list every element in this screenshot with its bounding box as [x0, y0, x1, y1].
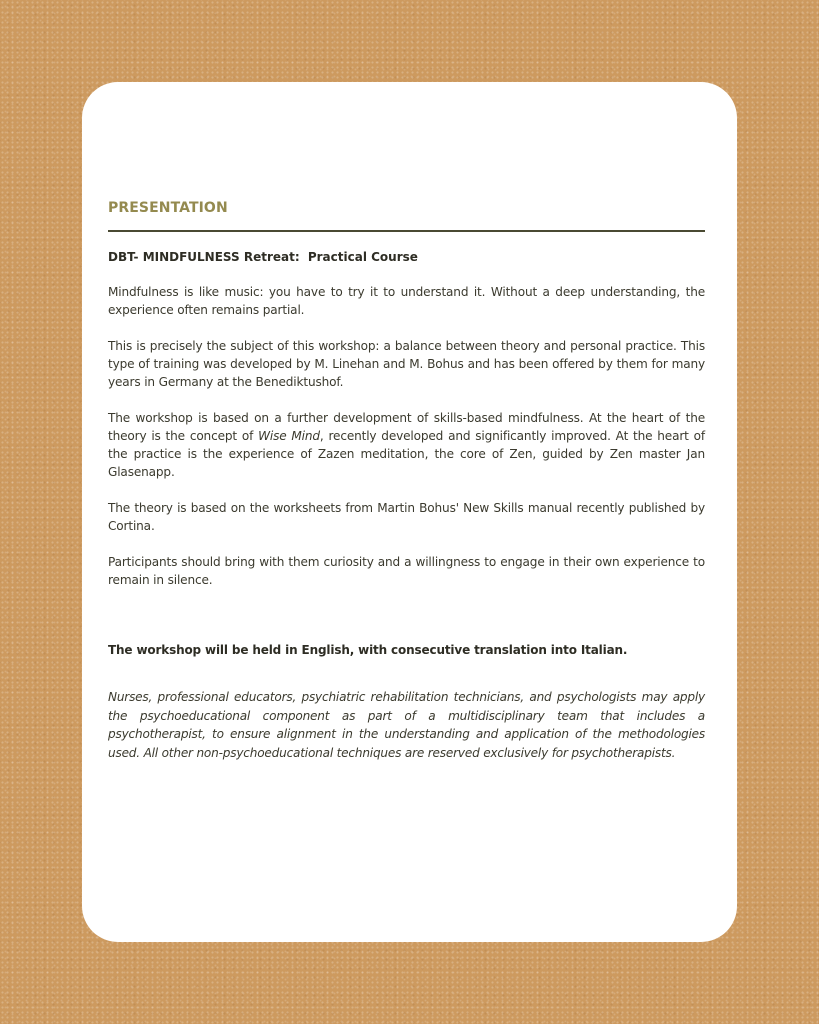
- section-title: PRESENTATION: [108, 200, 228, 216]
- paragraph-participants: Participants should bring with them curiosity and a willingness to engage in their own experience to remain in silence.: [108, 555, 705, 587]
- paragraph-skills: [108, 409, 705, 481]
- paragraph-skills-end: , recently developed and significantly improved. At the heart of the practice is the experience of Zazen meditation, the core of Zen, guided by Zen master Jan Glasenapp.: [108, 429, 705, 479]
- professional-disclaimer: Nurses, professional educators, psychiatric rehabilitation technicians, and psychologists may apply the psychoeducational component as part of a multidisciplinary team that includes a psychotherapist, to ensure alignment in the understanding and application of the methodologies used. All other non-psychoeducational techniques are reserved exclusively for psychotherapists.: [108, 690, 705, 760]
- course-subtitle: [108, 248, 705, 266]
- language-note: The workshop will be held in English, with consecutive translation into Italian.: [108, 643, 628, 657]
- paragraph-skills-start: The workshop is based on a further development of skills-based mindfulness. At the heart of the theory is the concept of: [108, 411, 705, 443]
- content-card: [82, 82, 737, 942]
- course-subtitle-value: Practical Course: [307, 250, 418, 264]
- title-divider: [108, 230, 705, 232]
- course-subtitle-label: DBT- MINDFULNESS Retreat:: [108, 250, 300, 264]
- paragraph-theory: The theory is based on the worksheets from Martin Bohus' New Skills manual recently published by Cortina.: [108, 501, 705, 533]
- document-content: [108, 200, 705, 762]
- paragraph-intro: Mindfulness is like music: you have to try it to understand it. Without a deep understanding, the experience often remains partial.: [108, 285, 705, 317]
- wise-mind-term: Wise Mind: [258, 429, 320, 443]
- paragraph-subject: This is precisely the subject of this workshop: a balance between theory and personal practice. This type of training was developed by M. Linehan and M. Bohus and has been offered by them for many years in Germany at the Benediktushof.: [108, 339, 705, 389]
